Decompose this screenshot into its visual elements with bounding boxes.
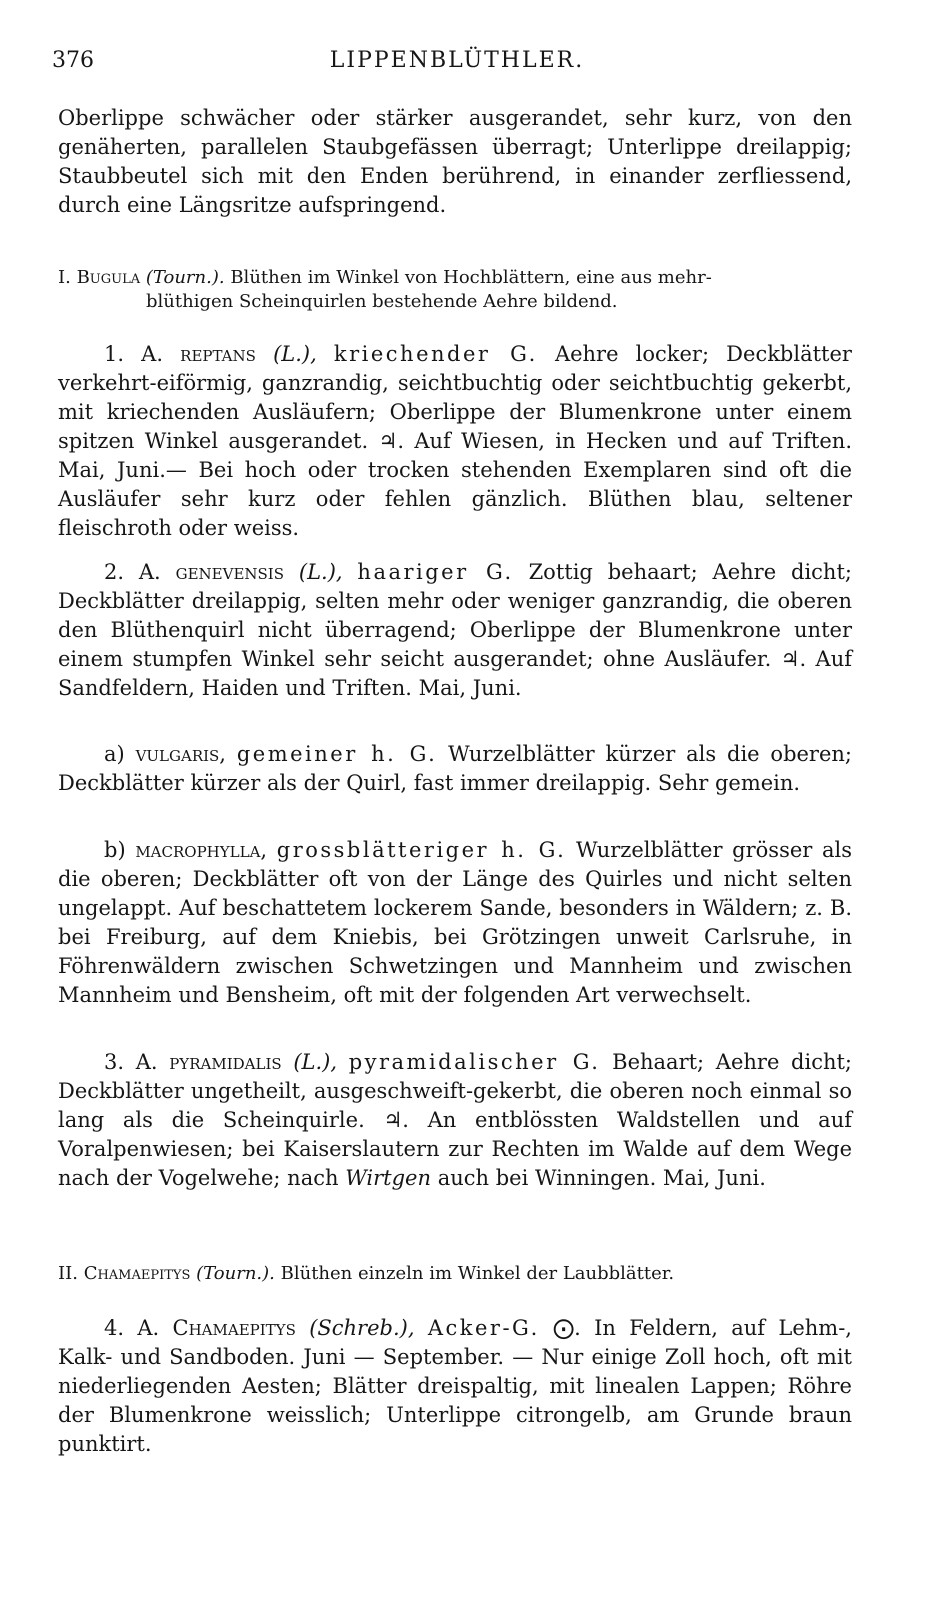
intro-text: Oberlippe schwächer oder stärker ausgerandet, sehr kurz, von den genäherten, parallelen Staubgefässen überragt; Unterlippe dreilappig; Staubbeutel sich mit den Enden berührend, in einander zerfliessend, durch eine Längsritze aufspringend.: [58, 106, 852, 217]
variety-description: Wurzelblätter grösser als die oberen; Deckblätter oft von der Länge des Quirles und nicht selten ungelappt. Auf beschattetem lockerem Sande, besonders in Wäldern; z. B. bei Freiburg, auf dem Kniebis, bei Grötzingen unweit Carlsruhe, in Föhrenwäldern zwischen Schwetzingen und Mannheim und zwischen Mannheim und Bensheim, oft mit der folgenden Art verwechselt.: [58, 838, 852, 1007]
common-name: kriechender G.: [333, 342, 538, 366]
page-title: LIPPENBLÜTHLER.: [329, 48, 585, 73]
species-number: 4. A.: [104, 1316, 160, 1340]
reference-author: Wirtgen: [345, 1166, 431, 1190]
species-chamaepitys: [58, 1314, 852, 1459]
species-name: Chamaepitys: [172, 1316, 296, 1340]
variety-name: macrophylla,: [135, 838, 268, 862]
page-number: 376: [52, 48, 94, 73]
species-description: In Feldern, auf Lehm-, Kalk- und Sandboden. Juni — September. — Nur einige Zoll hoch, oft mit niederliegenden Aesten; Blätter dreispaltig, mit linealen Lappen; Röhre der Blumenkrone weisslich; Unterlippe citrongelb, am Grunde braun punktirt.: [58, 1316, 852, 1456]
section-desc: Blüthen einzeln im Winkel der Laubblätter.: [280, 1263, 675, 1284]
section-numeral: I.: [58, 267, 71, 288]
section-chamaepitys: [58, 1262, 852, 1286]
species-number: 2. A.: [104, 560, 161, 584]
variety-common-name: gemeiner h. G.: [236, 742, 438, 766]
variety-label: a): [104, 742, 125, 766]
variety-macrophylla: [58, 836, 852, 1010]
annual-symbol: ⨀.: [553, 1316, 581, 1340]
species-pyramidalis: [58, 1048, 852, 1193]
species-name: pyramidalis: [169, 1050, 282, 1074]
section-desc-line1: Blüthen im Winkel von Hochblättern, eine aus mehr-: [230, 267, 712, 288]
section-name: Chamaepitys: [83, 1263, 191, 1284]
species-reptans: [58, 340, 852, 543]
section-numeral: II.: [58, 1263, 78, 1284]
variety-vulgaris: [58, 740, 852, 798]
species-author: (L.),: [293, 1050, 338, 1074]
section-desc-line2: blüthigen Scheinquirlen bestehende Aehre bildend.: [146, 291, 618, 312]
species-author: (L.),: [298, 560, 343, 584]
section-bugula: [58, 266, 852, 314]
variety-description: Wurzelblätter kürzer als die oberen; Deckblätter kürzer als der Quirl, fast immer dreilappig. Sehr gemein.: [58, 742, 853, 795]
variety-common-name: grossblätteriger h. G.: [276, 838, 567, 862]
section-author: (Tourn.).: [145, 267, 225, 288]
common-name: haariger G.: [357, 560, 514, 584]
species-description-end: auch bei Winningen. Mai, Juni.: [437, 1166, 766, 1190]
species-description: Behaart; Aehre dicht; Deckblätter ungetheilt, ausgeschweift-gekerbt, die oberen noch einmal so lang als die Scheinquirle. ♃. An entblössten Waldstellen und auf Voralpenwiesen; bei Kaiserslautern zur Rechten im Walde auf dem Wege nach der Vogelwehe; nach: [58, 1050, 853, 1190]
species-number: 3. A.: [104, 1050, 158, 1074]
species-name: reptans: [180, 342, 256, 366]
species-description: Zottig behaart; Aehre dicht; Deckblätter dreilappig, selten mehr oder weniger ganzrandig, die oberen den Blüthenquirl nicht überragend; Oberlippe der Blumenkrone unter einem stumpfen Winkel sehr seicht ausgerandet; ohne Ausläufer. ♃. Auf Sandfeldern, Haiden und Triften. Mai, Juni.: [58, 560, 852, 700]
species-author: (L.),: [273, 342, 317, 366]
species-description: Aehre locker; Deckblätter verkehrt-eiförmig, ganzrandig, seichtbuchtig oder seichtbuchtig gekerbt, mit kriechenden Ausläufern; Oberlippe der Blumenkrone unter einem spitzen Winkel ausgerandet. ♃. Auf Wiesen, in Hecken und auf Triften. Mai, Juni.— Bei hoch oder trocken stehenden Exemplaren sind oft die Ausläufer sehr kurz oder fehlen gänzlich. Blüthen blau, seltener fleischroth oder weiss.: [58, 342, 852, 540]
common-name: Acker-G.: [427, 1316, 540, 1340]
section-author: (Tourn.).: [196, 1263, 275, 1284]
common-name: pyramidalischer G.: [348, 1050, 601, 1074]
species-genevensis: [58, 558, 852, 703]
species-author: (Schreb.),: [309, 1316, 415, 1340]
species-name: genevensis: [175, 560, 285, 584]
species-number: 1. A.: [104, 342, 164, 366]
intro-paragraph: [58, 104, 852, 220]
variety-label: b): [104, 838, 126, 862]
section-name: Bugula: [76, 267, 141, 288]
variety-name: vulgaris,: [135, 742, 226, 766]
running-header: [52, 48, 862, 84]
